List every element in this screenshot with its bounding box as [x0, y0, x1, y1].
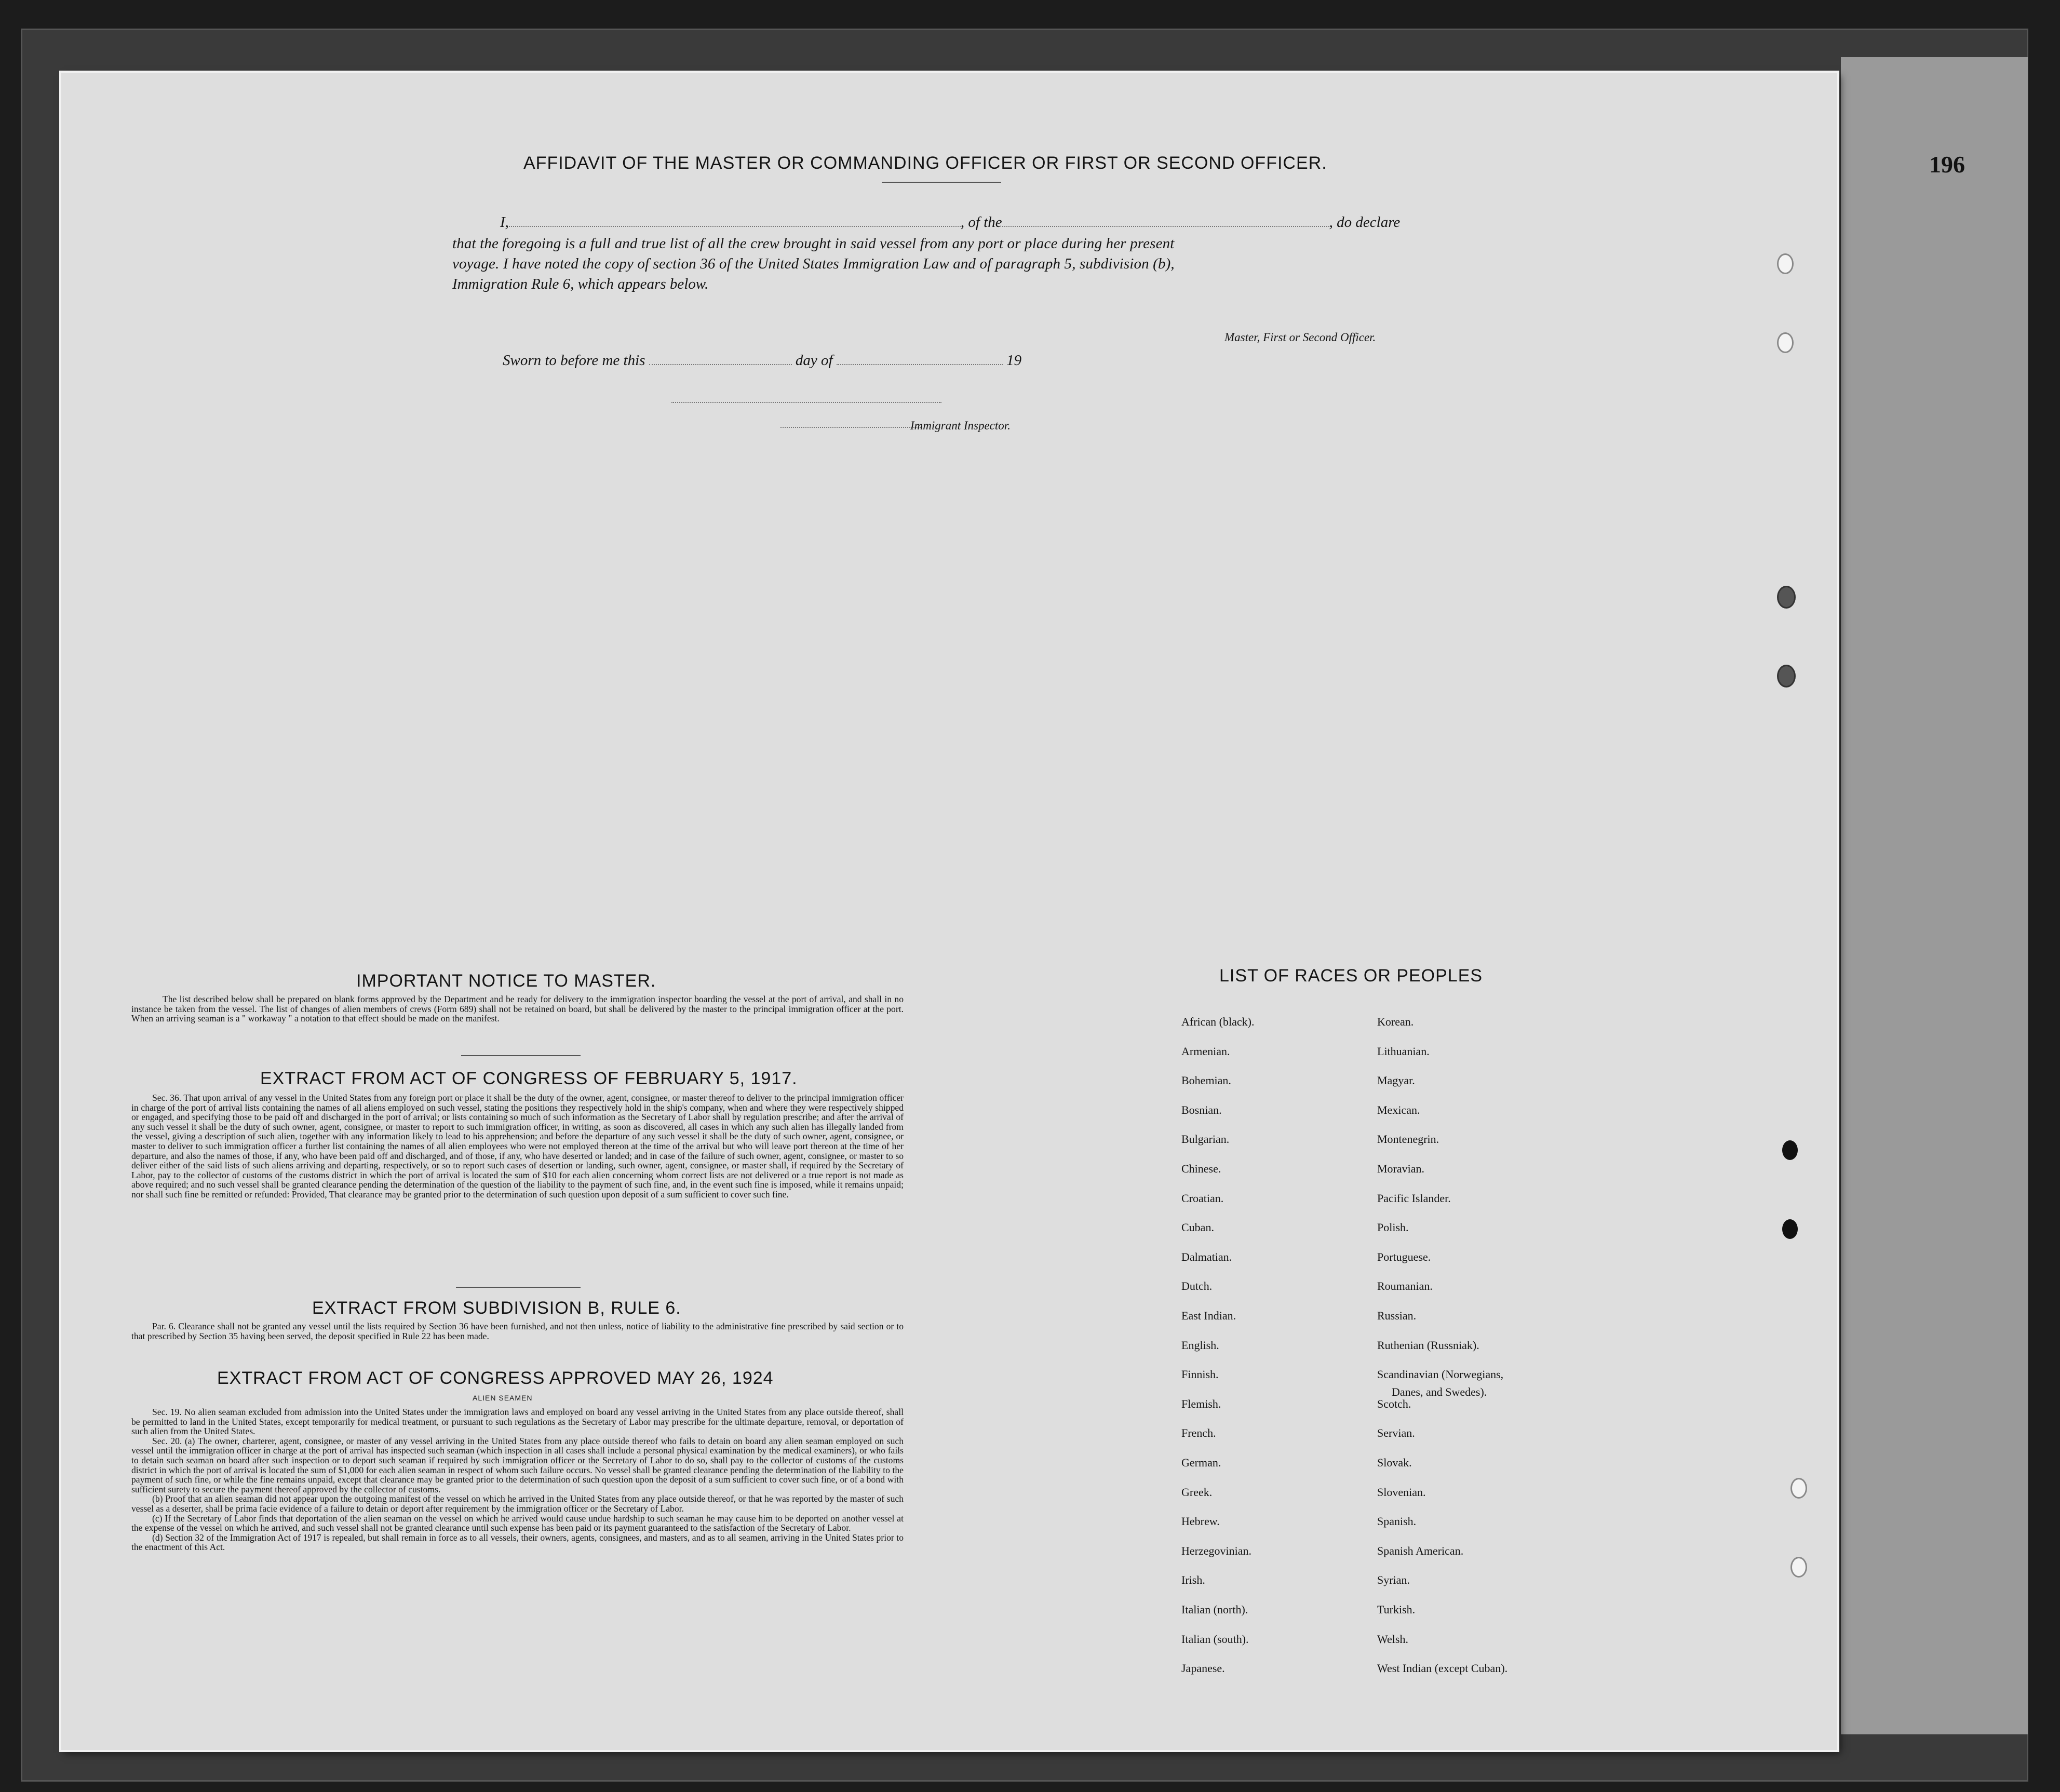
notice-body: The list described below shall be prepared on blank forms approved by the Department and be ready for delivery to the immigration inspector boarding the vessel at the port of arrival, and shall in no instance be taken from the vessel. The list of changes of alien members of crews (Form 689) shall not be retained on board, but shall be delivered by the master to the principal immigration officer at the port. When an arriving seaman is a " workaway " a notation to that effect should be made on the manifest. [131, 994, 904, 1024]
day-blank[interactable] [649, 364, 792, 365]
sworn-line [503, 352, 1021, 369]
race-entry: Polish. [1377, 1221, 1409, 1234]
race-entry: Herzegovinian. [1181, 1544, 1251, 1557]
race-entry: Moravian. [1377, 1162, 1425, 1175]
affidavit-title: AFFIDAVIT OF THE MASTER OR COMMANDING OFFICER OR FIRST OR SECOND OFFICER. [523, 153, 1327, 173]
race-entry: Hebrew. [1181, 1515, 1220, 1528]
signature-caption: Master, First or Second Officer. [1224, 331, 1376, 344]
inspector-caption: Immigrant Inspector. [910, 419, 1011, 432]
race-entry: Spanish. [1377, 1515, 1417, 1528]
notice-title: IMPORTANT NOTICE TO MASTER. [356, 971, 656, 991]
sec20c-text: (c) If the Secretary of Labor finds that deportation of the alien seaman on the vessel on which he arrived would cause undue hardship to such seaman he may cause him to be deported on another vessel at the expense of the vessel on which he arrived, and such vessel shall not be granted clearance until such expense has been paid or its payment guaranteed to the satisfaction of the Secretary of Labor. [131, 1513, 904, 1533]
race-entry: Korean. [1377, 1015, 1414, 1028]
race-entry: Chinese. [1181, 1162, 1221, 1175]
binder-hole [1782, 1140, 1798, 1160]
race-entry: Bohemian. [1181, 1074, 1231, 1087]
year-prefix: 19 [1006, 352, 1022, 369]
race-entry: Welsh. [1377, 1632, 1408, 1646]
of-the-label: , of the [960, 214, 1002, 231]
race-entry: Mexican. [1377, 1103, 1420, 1116]
extract-rule6-body: Par. 6. Clearance shall not be granted any vessel until the lists required by Section 36 have been furnished, and not then unless, notice of liability to the administrative fine prescribed by said section or to that prescribed by Section 35 having been served, the deposit specified in Rule 22 has been made. [131, 1321, 904, 1341]
race-entry: Bulgarian. [1181, 1133, 1230, 1146]
extract-1917-title: EXTRACT FROM ACT OF CONGRESS OF FEBRUARY 5, 1917. [260, 1069, 798, 1088]
extract-1917-body: Sec. 36. That upon arrival of any vessel in the United States from any foreign port or place it shall be the duty of the owner, agent, consignee, or master thereof to deliver to the principal immigration officer in charge of the port of arrival lists containing the names of all aliens employed on such vessel, stating the positions they respectively hold in the ship's company, when and where they were respectively shipped or engaged, and specifying those to be paid off and discharged in the port of arrival; or lists containing so much of such information as the Secretary of Labor shall by regulation prescribe; and after the arrival of any such vessel it shall be the duty of such owner, agent, consignee, or master to report to such immigration officer, in writing, as soon as discovered, all cases in which any such alien has illegally landed from the vessel, giving a description of such alien, together with any information likely to lead to his apprehension; and before the departure of any such vessel it shall be the duty of such owner, agent, consignee, or master to deliver to such immigration officer a further list containing the names of all alien employees who were not employed thereon at the time of the arrival but who will leave port thereon at the time of her departure, and also the names of those, if any, who have been paid off and discharged, and of those, if any, who have deserted or landed; and in case of the failure of such owner, agent, consignee, or master to so deliver either of the said lists of such aliens arriving and departing, respectively, or so to report such cases of desertion or landing, such owner, agent, consignee, or master shall, if required by the Secretary of Labor, pay to the collector of customs of the customs district in which the port of arrival is located the sum of $10 for each alien concerning whom correct lists are not delivered or a true report is not made as above required; and no such vessel shall be granted clearance pending the determination of the question of the liability to the payment of such fine, and, in the event such fine is imposed, while it remains unpaid; nor shall such fine be remitted or refunded: Provided, That clearance may be granted prior to the determination of such question upon deposit of a sum sufficient to cover such fine. [131, 1093, 904, 1200]
document-page [61, 73, 1837, 1750]
race-entry: Magyar. [1377, 1074, 1415, 1087]
extract-1917-rule [456, 1287, 581, 1288]
statement-line-3: Immigration Rule 6, which appears below. [452, 276, 709, 292]
binder-hole [1782, 1219, 1798, 1239]
race-entry: Ruthenian (Russniak). [1377, 1338, 1479, 1352]
race-entry: African (black). [1181, 1015, 1255, 1028]
sec19-text: Sec. 19. No alien seaman excluded from admission into the United States under the immigration laws and employed on board any vessel arriving in the United States from any place outside thereof, shall be permitted to land in the United States, except temporarily for medical treatment, or pursuant to such regulations as the Secretary of Labor may prescribe for the ultimate departure, removal, or deportation of such alien from the United States. [131, 1407, 904, 1437]
officer-signature-blank[interactable] [671, 402, 941, 403]
extract-1924-body [131, 1407, 904, 1552]
race-entry: French. [1181, 1426, 1216, 1440]
races-title: LIST OF RACES OR PEOPLES [1219, 966, 1483, 986]
i-label: I, [500, 214, 509, 231]
race-entry: Flemish. [1181, 1397, 1221, 1410]
race-entry: Dutch. [1181, 1279, 1213, 1293]
binder-hole [1777, 253, 1794, 274]
month-blank[interactable] [837, 364, 1003, 365]
page-number-right: 196 [1929, 151, 1965, 178]
race-entry: Dalmatian. [1181, 1250, 1232, 1263]
race-entry: Syrian. [1377, 1573, 1410, 1587]
race-entry: West Indian (except Cuban). [1377, 1662, 1508, 1675]
sec20b-text: (b) Proof that an alien seaman did not appear upon the outgoing manifest of the vessel on which he arrived in the United States from any place outside thereof, or that he was reported by the master of such vessel as a deserter, shall be prima facie evidence of a failure to detain or deport after requirement by the immigration officer or the Secretary of Labor. [131, 1493, 904, 1514]
race-entry: Cuban. [1181, 1221, 1214, 1234]
race-entry: Scotch. [1377, 1397, 1411, 1410]
race-entry: Portuguese. [1377, 1250, 1431, 1263]
race-entry: Slovak. [1377, 1456, 1412, 1469]
race-entry: Lithuanian. [1377, 1044, 1430, 1058]
race-entry: Scandinavian (Norwegians, [1377, 1368, 1504, 1381]
statement-line-2: voyage. I have noted the copy of section 36 of the United States Immigration Law and of paragraph 5, subdivision (b), [452, 255, 1175, 272]
race-entry: German. [1181, 1456, 1221, 1469]
binder-hole [1790, 1478, 1807, 1499]
race-entry: Montenegrin. [1377, 1133, 1439, 1146]
sworn-label: Sworn to before me this [503, 352, 645, 369]
sec20d-text: (d) Section 32 of the Immigration Act of 1917 is repealed, but shall remain in force as to all vessels, their owners, agents, consignees, and masters, and as to all seamen, arriving in the United States prior to the enactment of this Act. [131, 1532, 904, 1553]
race-entry: Bosnian. [1181, 1103, 1222, 1116]
binder-hole [1790, 1557, 1807, 1578]
sec20a-text: Sec. 20. (a) The owner, charterer, agent, consignee, or master of any vessel arriving in the United States from any place outside thereof who fails to detain on board any alien seaman employed on such vessel until the immigration officer in charge at the port of arrival has inspected such seaman (which inspection in all cases shall include a personal physical examination by the medical examiners), or who fails to detain such seaman on board after such inspection or to deport such seaman if required by such immigration officer or the Secretary of Labor to do so, shall pay to the collector of customs of the customs district in which the port of arrival is located the sum of $1,000 for each alien seaman in respect of whom such failure occurs. No vessel shall be granted clearance pending the determination of the liability to the payment of such fine, or while the fine remains unpaid, except that clearance may be granted prior to the determination of such question upon the deposit of a sum sufficient to cover such fine, or of a bond with sufficient surety to secure the payment thereof approved by the collector of customs. [131, 1435, 904, 1494]
adjacent-page-edge [1841, 57, 2028, 1734]
extract-1924-subtitle: ALIEN SEAMEN [473, 1394, 533, 1402]
extract-1924-title: EXTRACT FROM ACT OF CONGRESS APPROVED MAY 26, 1924 [217, 1368, 774, 1388]
statement-line-1: that the foregoing is a full and true list of all the crew brought in said vessel from any port or place during her present [452, 235, 1175, 252]
inspector-signature-blank[interactable] [780, 427, 921, 428]
binder-hole [1777, 586, 1796, 609]
race-entry: Pacific Islander. [1377, 1191, 1451, 1205]
race-entry: Roumanian. [1377, 1279, 1433, 1293]
affidavit-declaration-line [500, 214, 1400, 231]
race-entry: Turkish. [1377, 1603, 1416, 1616]
binder-hole [1777, 332, 1794, 353]
race-entry: Japanese. [1181, 1662, 1225, 1675]
race-entry: English. [1181, 1338, 1219, 1352]
race-entry: Italian (north). [1181, 1603, 1248, 1616]
title-rule [882, 182, 1001, 183]
binder-hole [1777, 665, 1796, 688]
notice-rule [461, 1055, 581, 1056]
race-entry: East Indian. [1181, 1309, 1236, 1322]
race-entry: Croatian. [1181, 1191, 1224, 1205]
name-blank[interactable] [509, 226, 961, 227]
extract-rule6-title: EXTRACT FROM SUBDIVISION B, RULE 6. [312, 1298, 681, 1318]
day-of-label: day of [795, 352, 833, 369]
race-entry: Irish. [1181, 1573, 1205, 1587]
race-entry: Finnish. [1181, 1368, 1219, 1381]
race-entry: Servian. [1377, 1426, 1415, 1440]
race-entry: Spanish American. [1377, 1544, 1464, 1557]
race-entry: Greek. [1181, 1485, 1213, 1499]
race-continuation: Danes, and Swedes). [1392, 1385, 1487, 1398]
race-entry: Russian. [1377, 1309, 1417, 1322]
race-entry: Italian (south). [1181, 1632, 1249, 1646]
do-declare-label: , do declare [1329, 214, 1401, 231]
vessel-blank[interactable] [1002, 226, 1329, 227]
race-entry: Slovenian. [1377, 1485, 1426, 1499]
race-entry: Armenian. [1181, 1044, 1230, 1058]
